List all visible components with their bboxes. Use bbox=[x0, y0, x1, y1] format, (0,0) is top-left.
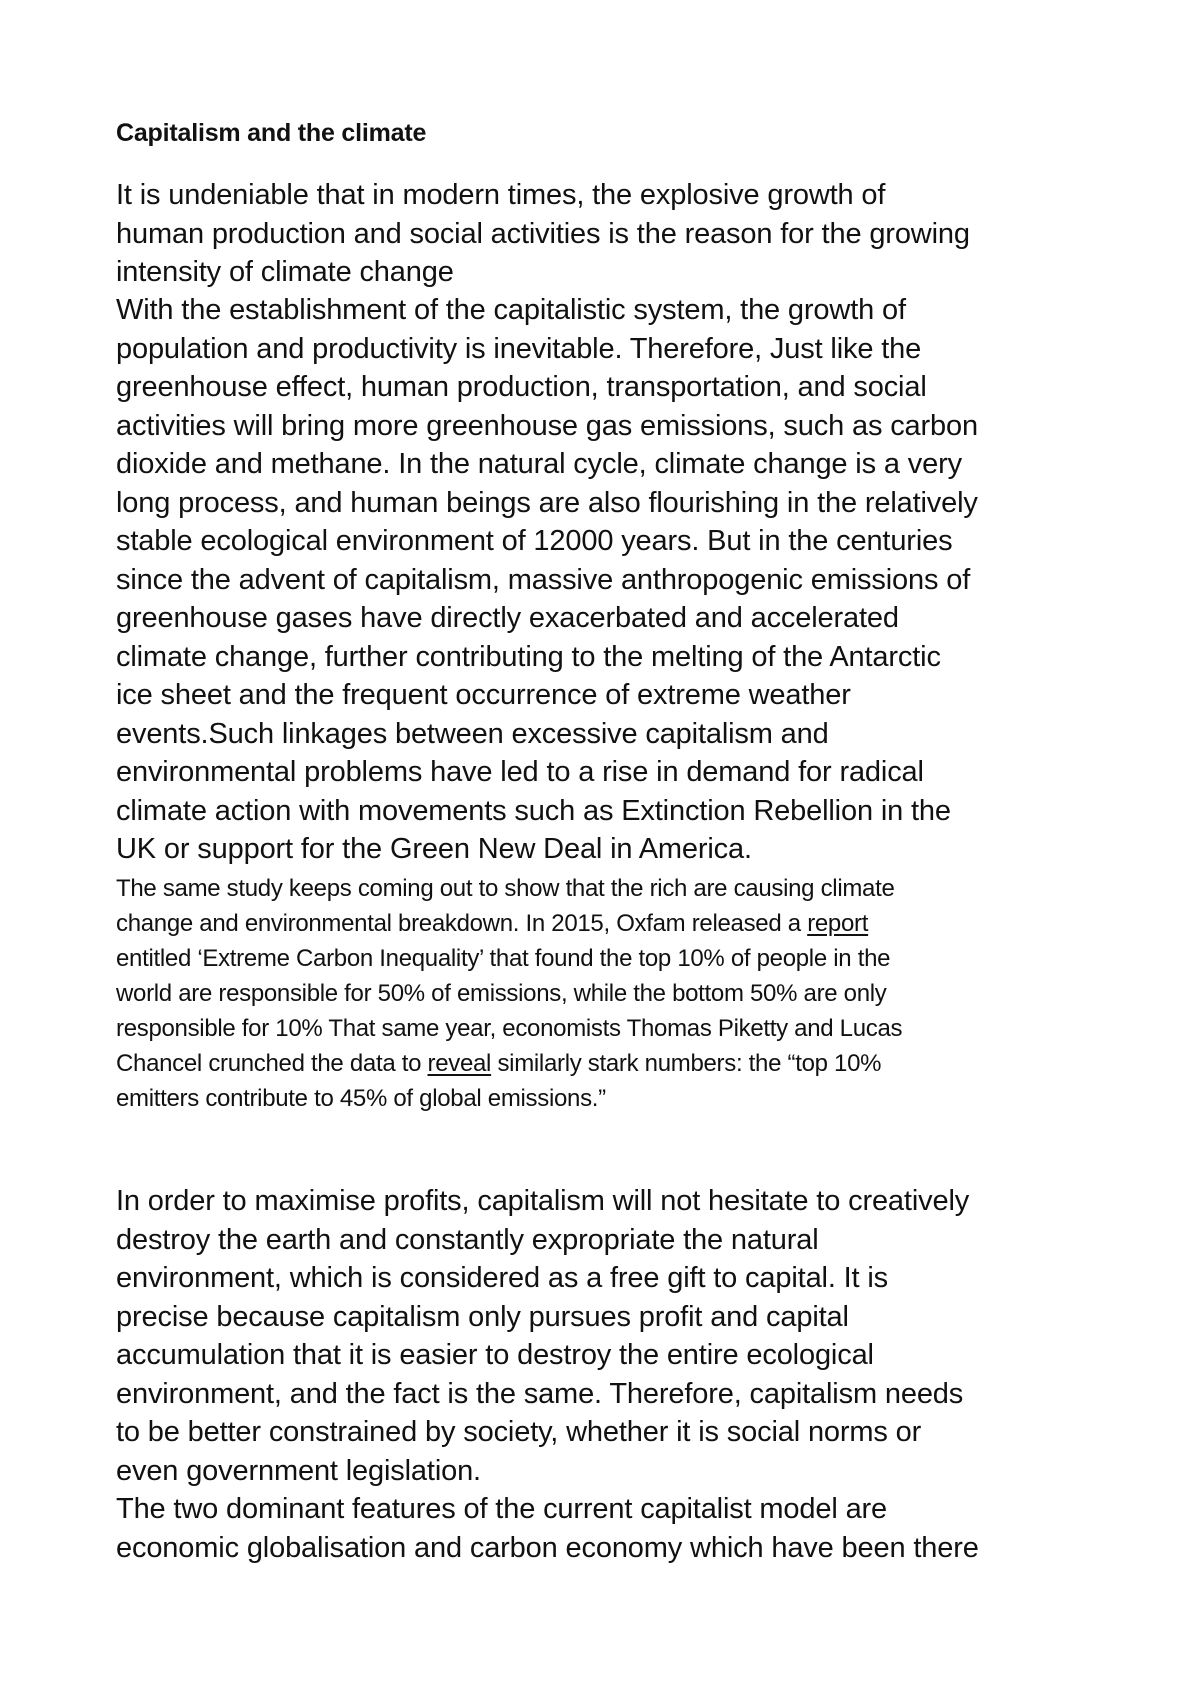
text-line: With the establishment of the capitalistic system, the growth of bbox=[116, 294, 906, 326]
text-line: emitters contribute to 45% of global emissions.” bbox=[116, 1085, 606, 1112]
reveal-link[interactable]: reveal bbox=[427, 1050, 492, 1077]
text-line: It is undeniable that in modern times, the explosive growth of bbox=[116, 179, 886, 211]
text-line: since the advent of capitalism, massive anthropogenic emissions of bbox=[116, 563, 971, 596]
text-line: UK or support for the Green New Deal in America. bbox=[116, 833, 752, 865]
paragraph-intro bbox=[116, 176, 1116, 292]
text-line: events.Such linkages between excessive capitalism and bbox=[116, 717, 829, 750]
text-line: environment, which is considered as a free gift to capital. It is bbox=[116, 1262, 889, 1294]
text-segment: Chancel crunched the data to bbox=[116, 1050, 428, 1077]
text-line: activities will bring more greenhouse gas emissions, such as carbon bbox=[116, 409, 978, 442]
text-line: climate action with movements such as Extinction Rebellion in the bbox=[116, 794, 951, 827]
text-line: stable ecological environment of 12000 years. But in the centuries bbox=[116, 525, 953, 557]
text-line: economic globalisation and carbon economy which have been there bbox=[116, 1531, 979, 1564]
text-line: accumulation that it is easier to destroy the entire ecological bbox=[116, 1339, 874, 1371]
text-line: entitled ‘Extreme Carbon Inequality’ that found the top 10% of people in the bbox=[116, 945, 891, 972]
text-line: greenhouse gases have directly exacerbated and accelerated bbox=[116, 602, 899, 634]
text-line: The two dominant features of the current capitalist model are bbox=[116, 1493, 888, 1525]
text-line: environment, and the fact is the same. Therefore, capitalism needs bbox=[116, 1377, 964, 1410]
text-line: human production and social activities is the reason for the growing bbox=[116, 217, 970, 250]
text-line: In order to maximise profits, capitalism will not hesitate to creatively bbox=[116, 1185, 970, 1217]
text-line: The same study keeps coming out to show that the rich are causing climate bbox=[116, 875, 895, 902]
text-line bbox=[116, 1046, 1116, 1081]
text-line: destroy the earth and constantly expropriate the natural bbox=[116, 1223, 819, 1256]
text-line: precise because capitalism only pursues profit and capital bbox=[116, 1300, 849, 1333]
text-line: even government legislation. bbox=[116, 1454, 481, 1487]
paragraph-profits bbox=[116, 1182, 1116, 1490]
text-segment: similarly stark numbers: the “top 10% bbox=[491, 1050, 882, 1077]
text-line: climate change, further contributing to the melting of the Antarctic bbox=[116, 640, 941, 673]
paragraph-study bbox=[116, 871, 1116, 1116]
text-line: long process, and human beings are also flourishing in the relatively bbox=[116, 486, 978, 519]
text-line: world are responsible for 50% of emissions, while the bottom 50% are only bbox=[116, 980, 887, 1007]
paragraph-establishment bbox=[116, 291, 1116, 869]
report-link[interactable]: report bbox=[807, 910, 869, 937]
text-line: dioxide and methane. In the natural cycle, climate change is a very bbox=[116, 448, 962, 480]
paragraph-features bbox=[116, 1490, 1116, 1567]
document-title: Capitalism and the climate bbox=[116, 119, 427, 147]
text-line: ice sheet and the frequent occurrence of extreme weather bbox=[116, 679, 851, 711]
text-line: environmental problems have led to a rise in demand for radical bbox=[116, 756, 924, 788]
text-line: responsible for 10% That same year, economists Thomas Piketty and Lucas bbox=[116, 1015, 903, 1042]
text-line: population and productivity is inevitable. Therefore, Just like the bbox=[116, 332, 922, 365]
text-line: intensity of climate change bbox=[116, 256, 454, 288]
text-line: to be better constrained by society, whether it is social norms or bbox=[116, 1416, 922, 1448]
text-line: greenhouse effect, human production, transportation, and social bbox=[116, 371, 927, 403]
text-line bbox=[116, 906, 1116, 941]
text-segment: change and environmental breakdown. In 2015, Oxfam released a bbox=[116, 910, 808, 937]
